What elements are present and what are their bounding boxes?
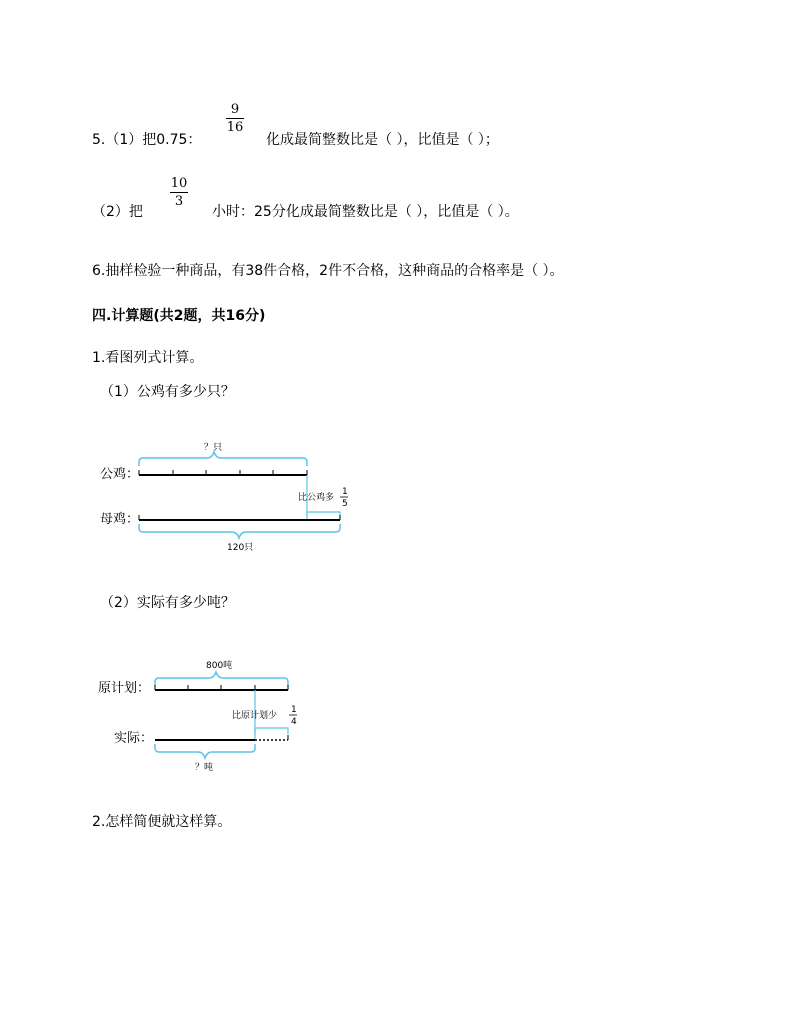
c1-part2: （2）实际有多少吨？ (100, 595, 235, 611)
q5-part2-fraction (170, 176, 188, 209)
c2-title: 2.怎样简便就这样算。 (92, 814, 232, 830)
bottom-label: 120只 (227, 543, 254, 553)
row2-label: 母鸡： (100, 512, 140, 527)
compare-den: 4 (291, 717, 297, 727)
q5-part1-prefix: 5.（1）把0.75： (92, 132, 202, 148)
row2-label: 实际： (114, 731, 154, 746)
diagram-plan-actual (92, 648, 322, 778)
q5-part2-prefix: （2）把 (92, 204, 143, 220)
q5-part1-fraction (226, 102, 244, 135)
bottom-brace (155, 744, 255, 758)
bottom-brace (139, 524, 340, 538)
top-label: 800吨 (206, 661, 233, 671)
row1-label: 原计划： (98, 681, 151, 696)
c1-part1: （1）公鸡有多少只？ (100, 384, 235, 400)
fraction-denominator: 3 (174, 194, 184, 209)
less-brace (255, 728, 288, 734)
compare-num: 1 (291, 705, 297, 715)
c1-title: 1.看图列式计算。 (92, 350, 204, 366)
top-brace (155, 672, 288, 686)
section-title: 四.计算题(共2题，共16分) (92, 308, 266, 324)
compare-label: 比公鸡多 (298, 493, 335, 503)
diagram-roosters-hens (92, 430, 362, 560)
q5-part2-suffix: 小时：25分化成最简整数比是（ ），比值是（ ）。 (212, 204, 519, 220)
top-label: ？只 (204, 443, 223, 453)
fraction-numerator: 10 (170, 176, 188, 191)
compare-num: 1 (342, 487, 348, 497)
fraction-numerator: 9 (230, 102, 240, 117)
row1-label: 公鸡： (100, 467, 140, 482)
top-brace (139, 452, 307, 466)
q5-part1-suffix: 化成最简整数比是（ ），比值是（ ）； (266, 132, 499, 148)
q6-text: 6.抽样检验一种商品，有38件合格，2件不合格，这种商品的合格率是（ ）。 (92, 263, 564, 279)
bottom-label: ？吨 (195, 763, 214, 773)
extra-brace (307, 512, 340, 516)
compare-label: 比原计划少 (232, 711, 278, 721)
compare-den: 5 (342, 499, 348, 509)
fraction-denominator: 16 (226, 120, 244, 135)
